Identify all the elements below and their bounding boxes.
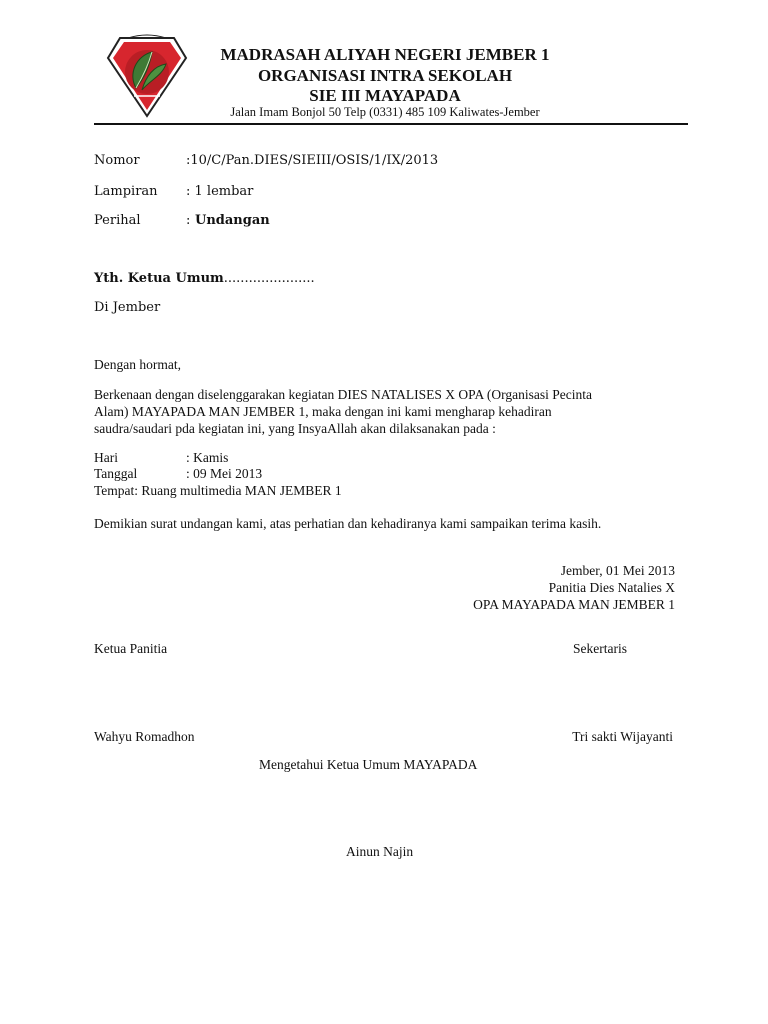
recipient-dots: ...................... xyxy=(223,271,315,286)
recipient-location: Di Jember xyxy=(94,300,161,315)
perihal-value: Undangan xyxy=(195,213,270,228)
ketua-name: Wahyu Romadhon xyxy=(94,729,195,744)
header-divider xyxy=(94,123,688,125)
paragraph-line-3: saudra/saudari pda kegiatan ini, yang InsyaAllah akan dilaksanakan pada : xyxy=(94,421,496,436)
nomor-label: Nomor xyxy=(94,153,140,168)
sekretaris-name: Tri sakti Wijayanti xyxy=(572,729,673,744)
nomor-value: :10/C/Pan.DIES/SIEIII/OSIS/1/IX/2013 xyxy=(186,153,439,168)
organization-signature: OPA MAYAPADA MAN JEMBER 1 xyxy=(473,597,675,612)
perihal-colon: : xyxy=(186,213,191,228)
tanggal-value: : 09 Mei 2013 xyxy=(186,466,263,481)
ketua-title: Ketua Panitia xyxy=(94,641,168,656)
tanggal-label: Tanggal xyxy=(94,466,138,481)
tempat-line: Tempat: Ruang multimedia MAN JEMBER 1 xyxy=(94,483,342,498)
address: Jalan Imam Bonjol 50 Telp (0331) 485 109 Kaliwates-Jember xyxy=(230,105,540,119)
sekretaris-title: Sekertaris xyxy=(573,641,627,656)
paragraph-line-1: Berkenaan dengan diselenggarakan kegiatan DIES NATALISES X OPA (Organisasi Pecinta xyxy=(94,387,592,402)
institution-name: MADRASAH ALIYAH NEGERI JEMBER 1 xyxy=(220,45,550,64)
school-emblem-icon xyxy=(106,30,188,118)
lampiran-label: Lampiran xyxy=(94,184,158,199)
paragraph-line-2: Alam) MAYAPADA MAN JEMBER 1, maka dengan ini kami mengharap kehadiran xyxy=(94,404,552,419)
committee-name: Panitia Dies Natalies X xyxy=(548,580,675,595)
perihal-label: Perihal xyxy=(94,213,141,228)
ketua-umum-name: Ainun Najin xyxy=(346,844,414,859)
mengetahui-line: Mengetahui Ketua Umum MAYAPADA xyxy=(259,757,478,772)
hari-value: : Kamis xyxy=(186,450,229,465)
closing-paragraph: Demikian surat undangan kami, atas perhatian dan kehadiranya kami sampaikan terima kasih. xyxy=(94,516,602,531)
recipient xyxy=(94,270,315,287)
salutation: Dengan hormat, xyxy=(94,357,181,372)
recipient-name: Yth. Ketua Umum xyxy=(94,271,224,286)
organization-name: ORGANISASI INTRA SEKOLAH xyxy=(257,66,513,85)
lampiran-value: : 1 lembar xyxy=(186,184,254,199)
section-name: SIE III MAYAPADA xyxy=(309,86,461,105)
letter-date: Jember, 01 Mei 2013 xyxy=(560,563,675,578)
hari-label: Hari xyxy=(94,450,118,465)
